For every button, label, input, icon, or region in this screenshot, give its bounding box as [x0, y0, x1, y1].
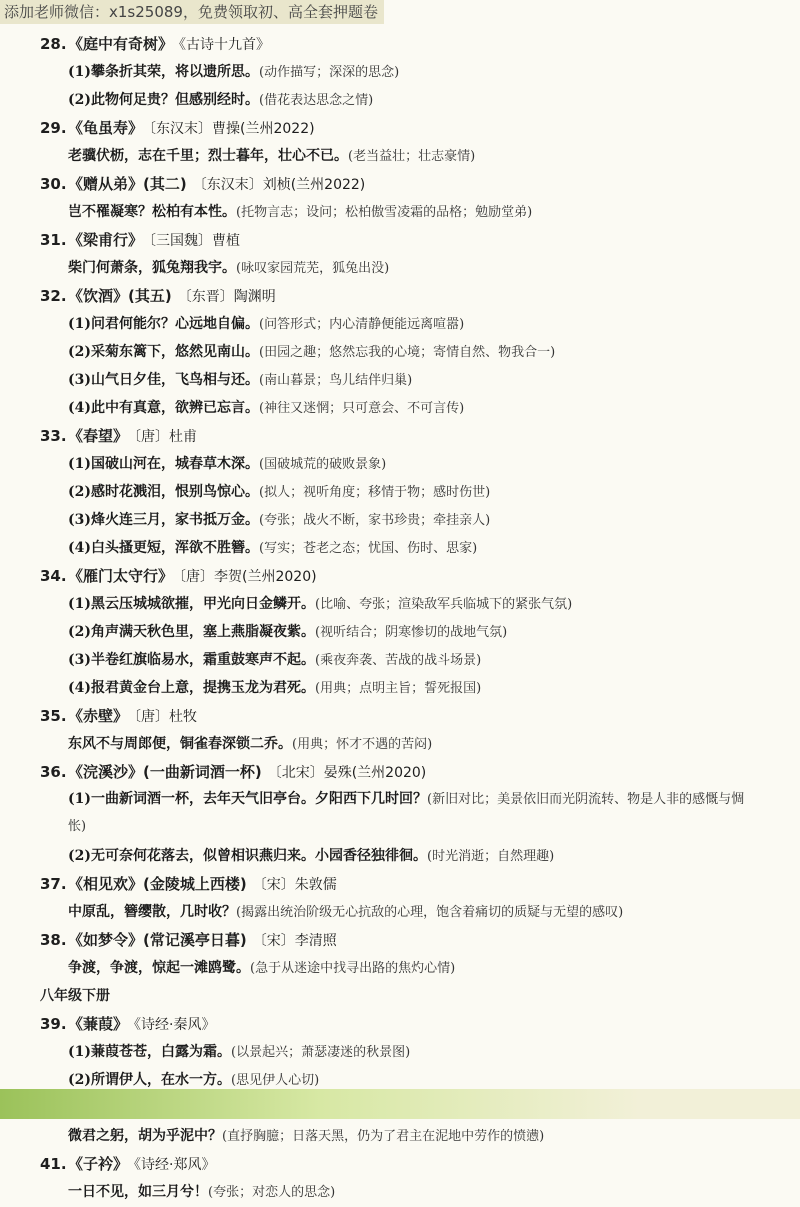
poem-author: 〔宋〕朱敦儒 [252, 877, 337, 893]
document-body [0, 30, 800, 1206]
poem-heading [0, 702, 800, 730]
poem-heading [0, 170, 800, 198]
annotation-text: (国破城荒的破败景象) [259, 457, 387, 472]
verse-text: 老骥伏枥，志在千里；烈士暮年，壮心不已。 [68, 148, 348, 164]
poem-entry [0, 1150, 800, 1206]
verse-text: (4)此中有真意，欲辨已忘言。 [68, 400, 259, 416]
poem-title: 《龟虽寿》 [68, 119, 144, 137]
annotation-text: (新旧对比；美景依旧而光阴流转、物是人非的感慨与惆怅) [68, 792, 745, 834]
annotation-text: (以景起兴；萧瑟凄迷的秋景图) [231, 1045, 411, 1060]
poem-line [0, 954, 800, 982]
poem-number: 36. [40, 763, 67, 781]
poem-author: 〔唐〕杜甫 [134, 429, 198, 445]
annotation-text: (托物言志；设问；松柏傲雪凌霜的品格；勉励堂弟) [236, 205, 533, 220]
poem-line [0, 534, 800, 562]
poem-title: 《子衿》 [68, 1155, 129, 1173]
poem-title: 《饮酒》(其五) [68, 287, 172, 305]
annotation-text: (动作描写；深深的思念) [259, 65, 400, 80]
poem-title: 《赠从弟》(其二) [68, 175, 187, 193]
verse-text: (4)白头搔更短，浑欲不胜簪。 [68, 540, 259, 556]
poem-author: 〔东晋〕陶渊明 [177, 289, 276, 305]
verse-text: 东风不与周郎便，铜雀春深锁二乔。 [68, 736, 292, 752]
annotation-text: (老当益壮；壮志豪情) [348, 149, 476, 164]
poem-entry [0, 702, 800, 758]
annotation-text: (南山暮景；鸟儿结伴归巢) [259, 373, 413, 388]
verse-text: 中原乱，簪缨散，几时收？ [68, 904, 236, 920]
annotation-text: (用典；怀才不遇的苦闷) [292, 737, 433, 752]
poem-line [0, 478, 800, 506]
poem-number: 29. [40, 119, 67, 137]
verse-text: 一日不见，如三月兮！ [68, 1184, 208, 1200]
annotation-text: (思见伊人心切) [231, 1073, 320, 1088]
annotation-text: (借花表达思念之情) [259, 93, 374, 108]
verse-text: (2)无可奈何花落去，似曾相识燕归来。小园香径独徘徊。 [68, 848, 427, 864]
verse-text: (1)黑云压城城欲摧，甲光向日金鳞开。 [68, 596, 315, 612]
poem-author: 〔北宋〕晏殊(兰州2020) [267, 765, 427, 781]
verse-text: (4)报君黄金台上意，提携玉龙为君死。 [68, 680, 315, 696]
poem-entry [0, 758, 800, 870]
poem-line [0, 86, 800, 114]
poem-entry [0, 170, 800, 226]
poem-entry [0, 422, 800, 562]
poem-heading [0, 562, 800, 590]
poem-line [0, 674, 800, 702]
poem-line [0, 58, 800, 86]
annotation-text: (神往又迷惘；只可意会、不可言传) [259, 401, 465, 416]
verse-text: (3)半卷红旗临易水，霜重鼓寒声不起。 [68, 652, 315, 668]
poem-entry [0, 1010, 800, 1094]
annotation-text: (视听结合；阴寒惨切的战地气氛) [315, 625, 508, 640]
poem-number: 37. [40, 875, 67, 893]
poem-number: 30. [40, 175, 67, 193]
annotation-text: (时光消逝；自然理趣) [427, 849, 555, 864]
poem-number: 34. [40, 567, 67, 585]
poem-line [0, 786, 758, 842]
verse-text: (2)角声满天秋色里，塞上燕脂凝夜紫。 [68, 624, 315, 640]
annotation-text: (田园之趣；悠然忘我的心境；寄情自然、物我合一) [259, 345, 556, 360]
verse-text: (1)国破山河在，城春草木深。 [68, 456, 259, 472]
poem-author: 《古诗十九首》 [179, 37, 271, 53]
poem-line [0, 842, 800, 870]
poem-author: 〔东汉末〕刘桢(兰州2022) [192, 177, 366, 193]
annotation-text: (直抒胸臆；日落天黑，仍为了君主在泥地中劳作的愤懑) [222, 1129, 545, 1144]
verse-text: 柴门何萧条，狐兔翔我宇。 [68, 260, 236, 276]
poem-line [0, 590, 800, 618]
poem-number: 33. [40, 427, 67, 445]
verse-text: 岂不罹凝寒？松柏有本性。 [68, 204, 236, 220]
poem-heading [0, 114, 800, 142]
poem-line [0, 310, 800, 338]
poem-author: 〔三国魏〕曹植 [149, 233, 241, 249]
verse-text: (1)攀条折其荣，将以遗所思。 [68, 64, 259, 80]
poem-author: 〔宋〕李清照 [252, 933, 337, 949]
verse-text: (3)烽火连三月，家书抵万金。 [68, 512, 259, 528]
verse-text: (2)所谓伊人，在水一方。 [68, 1072, 231, 1088]
poem-heading [0, 226, 800, 254]
poem-title: 《浣溪沙》(一曲新词酒一杯) [68, 763, 262, 781]
poem-number: 28. [40, 35, 67, 53]
annotation-text: (乘夜奔袭、苦战的战斗场景) [315, 653, 482, 668]
poem-title: 《梁甫行》 [68, 231, 144, 249]
poem-title: 《春望》 [68, 427, 129, 445]
poem-entry [0, 926, 800, 982]
poem-author: 〔唐〕李贺(兰州2020) [179, 569, 317, 585]
verse-text: (1)问君何能尔？心远地自偏。 [68, 316, 259, 332]
poem-line [0, 1178, 800, 1206]
verse-text: (2)感时花溅泪，恨别鸟惊心。 [68, 484, 259, 500]
poem-number: 31. [40, 231, 67, 249]
verse-text: (1)一曲新词酒一杯，去年天气旧亭台。夕阳西下几时回？ [68, 791, 427, 807]
poem-heading [0, 1010, 800, 1038]
verse-text: (2)此物何足贵？但感别经时。 [68, 92, 259, 108]
poem-heading [0, 1150, 800, 1178]
annotation-text: (写实；苍老之态；忧国、伤时、思家) [259, 541, 478, 556]
poem-line [0, 366, 800, 394]
poem-heading [0, 282, 800, 310]
poem-line [0, 394, 800, 422]
poem-number: 38. [40, 931, 67, 949]
poem-number: 32. [40, 287, 67, 305]
poem-entry [0, 282, 800, 422]
poem-entry [0, 226, 800, 282]
poem-heading [0, 870, 800, 898]
poem-entry [0, 562, 800, 702]
poem-title: 《赤壁》 [68, 707, 129, 725]
poem-line [0, 198, 800, 226]
poem-entry [0, 114, 800, 170]
poem-heading [0, 758, 800, 786]
annotation-text: (夸张；战火不断，家书珍贵；牵挂亲人) [259, 513, 491, 528]
poem-title: 《雁门太守行》 [68, 567, 174, 585]
poem-author: 〔唐〕杜牧 [134, 709, 198, 725]
poem-line [0, 450, 800, 478]
annotation-text: (问答形式；内心清静便能远离喧嚣) [259, 317, 465, 332]
annotation-text: (咏叹家园荒芜，狐兔出没) [236, 261, 390, 276]
poem-heading [0, 422, 800, 450]
annotation-text: (急于从迷途中找寻出路的焦灼心情) [250, 961, 456, 976]
poem-line [0, 618, 800, 646]
poem-line [0, 254, 800, 282]
poem-heading [0, 926, 800, 954]
poem-author: 《诗经·郑风》 [134, 1157, 216, 1173]
verse-text: (2)采菊东篱下，悠然见南山。 [68, 344, 259, 360]
poem-author: 《诗经·秦风》 [134, 1017, 216, 1033]
poem-title: 《蒹葭》 [68, 1015, 129, 1033]
poem-line [0, 338, 800, 366]
poem-heading [0, 30, 800, 58]
poem-line [0, 142, 800, 170]
verse-text: (1)蒹葭苍苍，白露为霜。 [68, 1044, 231, 1060]
poem-title: 《庭中有奇树》 [68, 35, 174, 53]
watermark-banner: 添加老师微信：x1s25089，免费领取初、高全套押题卷 [0, 0, 384, 24]
poem-line [0, 730, 800, 758]
poem-title: 《如梦令》(常记溪亭日暮) [68, 931, 247, 949]
poem-line [0, 1122, 800, 1150]
verse-text: (3)山气日夕佳，飞鸟相与还。 [68, 372, 259, 388]
annotation-text: (夸张；对恋人的思念) [208, 1185, 336, 1200]
poem-title: 《相见欢》(金陵城上西楼) [68, 875, 247, 893]
poem-line [0, 506, 800, 534]
poem-number: 39. [40, 1015, 67, 1033]
poem-author: 〔东汉末〕曹操(兰州2022) [149, 121, 315, 137]
section-heading: 八年级下册 [40, 988, 110, 1004]
poem-entry [0, 30, 800, 114]
poem-number: 35. [40, 707, 67, 725]
decorative-bottom-band [0, 1089, 800, 1119]
poem-entry [0, 870, 800, 926]
poem-line [0, 646, 800, 674]
poem-line [0, 898, 800, 926]
poem-number: 41. [40, 1155, 67, 1173]
annotation-text: (拟人；视听角度；移情于物；感时伤世) [259, 485, 491, 500]
poem-line [0, 1038, 800, 1066]
annotation-text: (揭露出统治阶级无心抗敌的心理，饱含着痛切的质疑与无望的感叹) [236, 905, 624, 920]
annotation-text: (比喻、夸张；渲染敌军兵临城下的紧张气氛) [315, 597, 573, 612]
annotation-text: (用典；点明主旨；誓死报国) [315, 681, 482, 696]
verse-text: 争渡，争渡，惊起一滩鸥鹭。 [68, 960, 250, 976]
verse-text: 微君之躬，胡为乎泥中？ [68, 1128, 222, 1144]
